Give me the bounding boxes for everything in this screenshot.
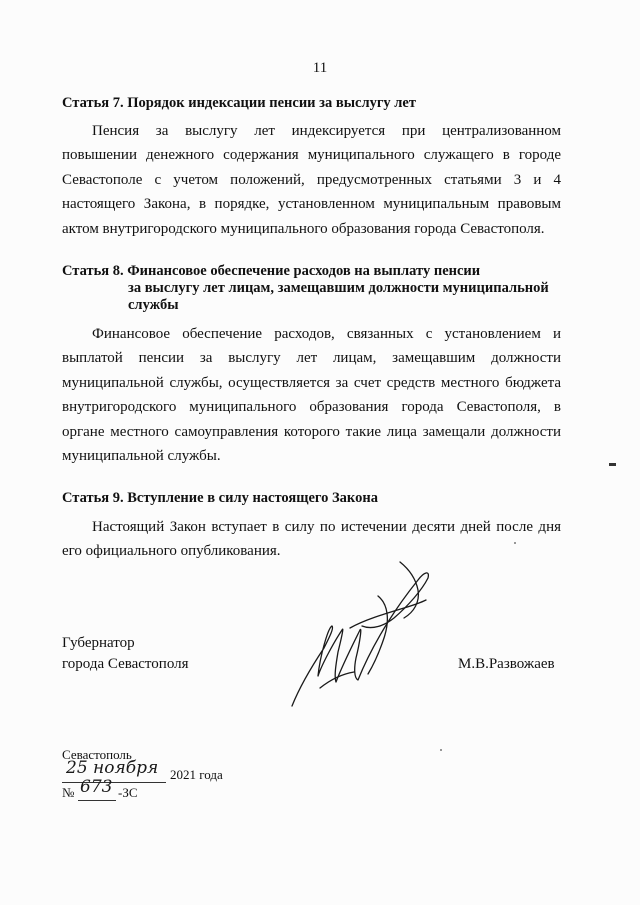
- number-suffix: -ЗС: [118, 785, 138, 800]
- scan-mark: [609, 463, 616, 466]
- article-8-body: Финансовое обеспечение расходов, связанных с установлением и выплатой пенсии за выслугу лет лицам, замещавшим должности муниципальной службы, осуществляется за счет средств местного бюджета внутригородского муниципального образования города Севастополя, в органе местного самоуправления которого такие лица замещали должности муниципальной службы.: [62, 326, 561, 465]
- number-line: [78, 777, 116, 801]
- signature-graphic: [290, 556, 450, 716]
- signatory-position-line2: города Севастополя: [62, 656, 189, 672]
- signatory-position-line1: Губернатор: [62, 635, 135, 651]
- scan-dot: [440, 749, 442, 751]
- page-number: 11: [312, 60, 328, 76]
- article-9-body: Настоящий Закон вступает в силу по истечении десяти дней после дня его официального опубликования.: [62, 519, 561, 560]
- article-8-heading-line2: за выслугу лет лицам, замещавшим должности муниципальной: [128, 280, 549, 296]
- number-prefix: №: [62, 785, 75, 800]
- article-8-heading-line1: Статья 8. Финансовое обеспечение расходов на выплату пенсии: [62, 263, 481, 279]
- scan-dot: [514, 542, 516, 544]
- article-7-body: Пенсия за выслугу лет индексируется при централизованном повышении денежного содержания муниципального служащего в городе Севастополе с учетом положений, предусмотренных статьями 3 и 4 настоящего Закона, в порядке, установленном муниципальным правовым актом внутригородского муниципального образования города Севастополя.: [62, 123, 561, 237]
- article-9-heading: Статья 9. Вступление в силу настоящего Закона: [62, 490, 378, 506]
- footer-city: Севастополь: [62, 747, 132, 762]
- handwritten-date: 25 ноября: [66, 758, 159, 778]
- signatory-name: М.В.Развожаев: [458, 656, 555, 672]
- article-8-heading: [62, 263, 549, 314]
- handwritten-number: 673: [80, 777, 113, 797]
- article-7-heading: Статья 7. Порядок индексации пенсии за выслугу лет: [62, 95, 416, 111]
- article-8-heading-line3: службы: [128, 297, 179, 313]
- footer-year: 2021 года: [170, 767, 223, 782]
